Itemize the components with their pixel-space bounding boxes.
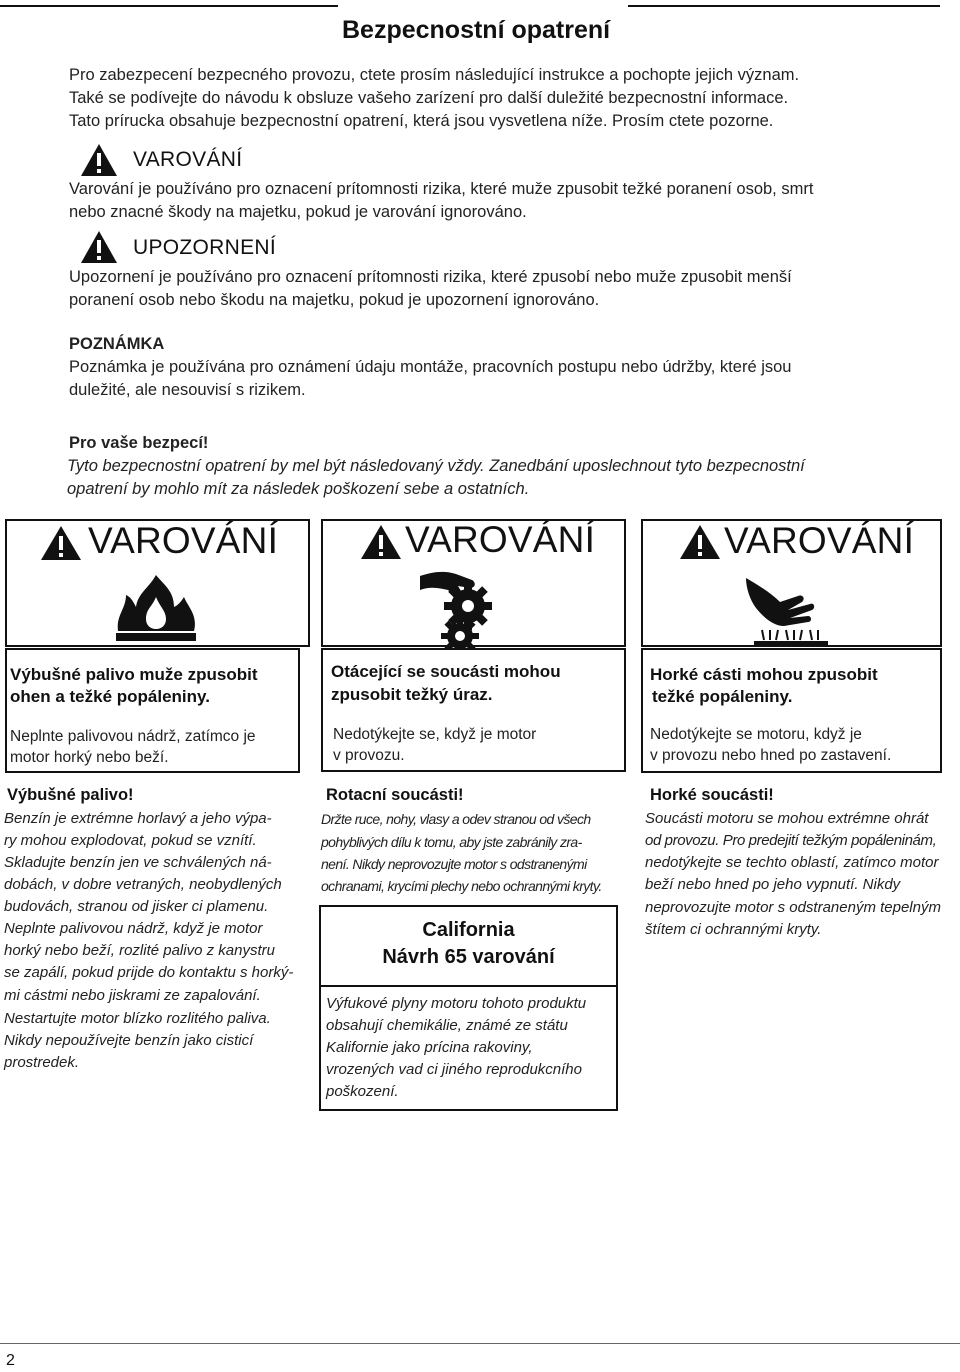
sign-caption: zpusobit težký úraz. — [331, 685, 493, 704]
hand-gears-icon — [418, 566, 528, 661]
hot-column-text: neprovozujte motor s odstraneným tepelným — [645, 899, 941, 916]
warning-heading: VAROVÁNÍ — [133, 148, 243, 171]
california-divider — [319, 985, 618, 987]
hand-hot-surface-icon — [740, 574, 840, 653]
california-text: Výfukové plyny motoru tohoto produktu — [326, 995, 587, 1012]
fuel-column-heading: Výbušné palivo! — [7, 786, 134, 804]
fuel-column-text: ry mohou explodovat, pokud se vznítí. — [4, 832, 257, 849]
sign-title: VAROVÁNÍ — [88, 520, 279, 561]
rotating-column-text: není. Nikdy neprovozujte motor s odstranenými — [321, 856, 587, 872]
caution-heading: UPOZORNENÍ — [133, 236, 277, 259]
sign-title: VAROVÁNÍ — [405, 519, 596, 560]
sign-subcaption: motor horký nebo beží. — [10, 749, 169, 766]
fuel-column-text: Nestartujte motor blízko rozlitého paliva. — [4, 1010, 271, 1027]
california-title: California — [422, 919, 515, 941]
caution-text: Upozornení je používáno pro oznacení prítomnosti rizika, které zpusobí nebo muže zpusobit menší — [69, 268, 792, 286]
warning-text: nebo znacné škody na majetku, pokud je varování ignorováno. — [69, 203, 527, 221]
page-number: 2 — [6, 1352, 15, 1369]
warning-triangle-icon — [679, 524, 721, 560]
header-rule-right — [628, 5, 940, 7]
california-text: vrozených vad ci jiného reprodukcního — [326, 1061, 582, 1078]
page-title: Bezpecnostní opatrení — [342, 16, 611, 44]
hot-column-text: nedotýkejte se techto oblastí, zatímco motor — [645, 854, 939, 871]
warning-triangle-icon — [40, 525, 82, 561]
sign-subcaption: v provozu. — [333, 747, 405, 764]
intro-line: Tato prírucka obsahuje bezpecnostní opatrení, která jsou vysvetlena níže. Prosím ctete pozorne. — [69, 112, 774, 130]
intro-line: Pro zabezpecení bezpecného provozu, ctete prosím následující instrukce a pochopte jejich význam. — [69, 66, 800, 84]
note-text: Poznámka je používána pro oznámení údaju montáže, pracovních postupu nebo údržby, které jsou — [69, 358, 792, 376]
safety-text: Tyto bezpecnostní opatrení by mel být následovaný vždy. Zanedbání uposlechnout tyto bezpecnostní — [67, 457, 805, 475]
rotating-column-text: ochranami, krycími plechy nebo ochrannými kryty. — [321, 878, 602, 894]
warning-triangle-icon — [360, 524, 402, 560]
sign-subcaption: v provozu nebo hned po zastavení. — [650, 747, 892, 764]
safety-heading: Pro vaše bezpecí! — [69, 434, 209, 452]
california-text: Kalifornie jako prícina rakoviny, — [326, 1039, 533, 1056]
fuel-column-text: dobách, v dobre vetraných, neobydlených — [4, 876, 282, 893]
rotating-column-text: pohyblivých dílu k tomu, aby jste zabránily zra- — [321, 834, 582, 850]
warning-text: Varování je používáno pro oznacení prítomnosti rizika, které muže zpusobit težké poranení osob, smrt — [69, 180, 814, 198]
fuel-column-text: horký nebo beží, rozlité palivo z kanystru — [4, 942, 275, 959]
fuel-column-text: Skladujte benzín jen ve schválených ná- — [4, 854, 272, 871]
sign-caption: Výbušné palivo muže zpusobit — [10, 665, 258, 684]
sign-subcaption: Nedotýkejte se, když je motor — [333, 726, 537, 743]
fuel-column-text: mi cástmi nebo jiskrami ze zapalování. — [4, 987, 261, 1004]
hot-column-text: Soucásti motoru se mohou extrémne ohrát — [645, 810, 929, 827]
fuel-column-text: se zapálí, pokud prijde do kontaktu s horký- — [4, 964, 294, 981]
sign-caption: Horké cásti mohou zpusobit — [650, 665, 878, 684]
safety-text: opatrení by mohlo mít za následek poškození sebe a ostatních. — [67, 480, 530, 498]
hot-column-text: beží nebo hned po jeho vypnutí. Nikdy — [645, 876, 901, 893]
california-text: obsahují chemikálie, známé ze státu — [326, 1017, 568, 1034]
sign-caption: ohen a težké popáleniny. — [10, 687, 210, 706]
hot-column-text: od provozu. Pro predejití težkým popáleninám, — [645, 832, 937, 849]
california-text: poškození. — [326, 1083, 399, 1100]
warning-triangle-icon — [80, 143, 118, 177]
california-subtitle: Návrh 65 varování — [382, 946, 555, 968]
fuel-column-text: Nikdy nepoužívejte benzín jako cisticí — [4, 1032, 254, 1049]
fire-icon — [108, 573, 204, 654]
hot-column-text: štítem ci ochrannými kryty. — [645, 921, 822, 938]
sign-subcaption: Nedotýkejte se motoru, když je — [650, 726, 862, 743]
header-rule-left — [0, 5, 338, 7]
note-text: duležité, ale nesouvisí s rizikem. — [69, 381, 306, 399]
fuel-column-text: prostredek. — [4, 1054, 80, 1071]
fuel-column-text: Benzín je extrémne horlavý a jeho výpa- — [4, 810, 272, 827]
footer-rule — [0, 1343, 960, 1344]
caution-text: poranení osob nebo škodu na majetku, pokud je upozornení ignorováno. — [69, 291, 600, 309]
intro-line: Také se podívejte do návodu k obsluze vašeho zarízení pro další duležité bezpecnostní informace. — [69, 89, 789, 107]
hot-column-heading: Horké soucásti! — [650, 786, 774, 804]
sign-title: VAROVÁNÍ — [724, 520, 915, 561]
sign-subcaption: Neplnte palivovou nádrž, zatímco je — [10, 728, 256, 745]
caution-triangle-icon — [80, 230, 118, 264]
rotating-column-heading: Rotacní soucásti! — [326, 786, 464, 804]
fuel-column-text: Neplnte palivovou nádrž, když je motor — [4, 920, 263, 937]
fuel-column-text: budovách, stranou od jisker ci plamenu. — [4, 898, 269, 915]
rotating-column-text: Držte ruce, nohy, vlasy a odev stranou od všech — [321, 811, 591, 827]
sign-caption: Otácející se soucásti mohou — [331, 662, 561, 681]
sign-caption: težké popáleniny. — [652, 687, 793, 706]
note-heading: POZNÁMKA — [69, 335, 165, 353]
